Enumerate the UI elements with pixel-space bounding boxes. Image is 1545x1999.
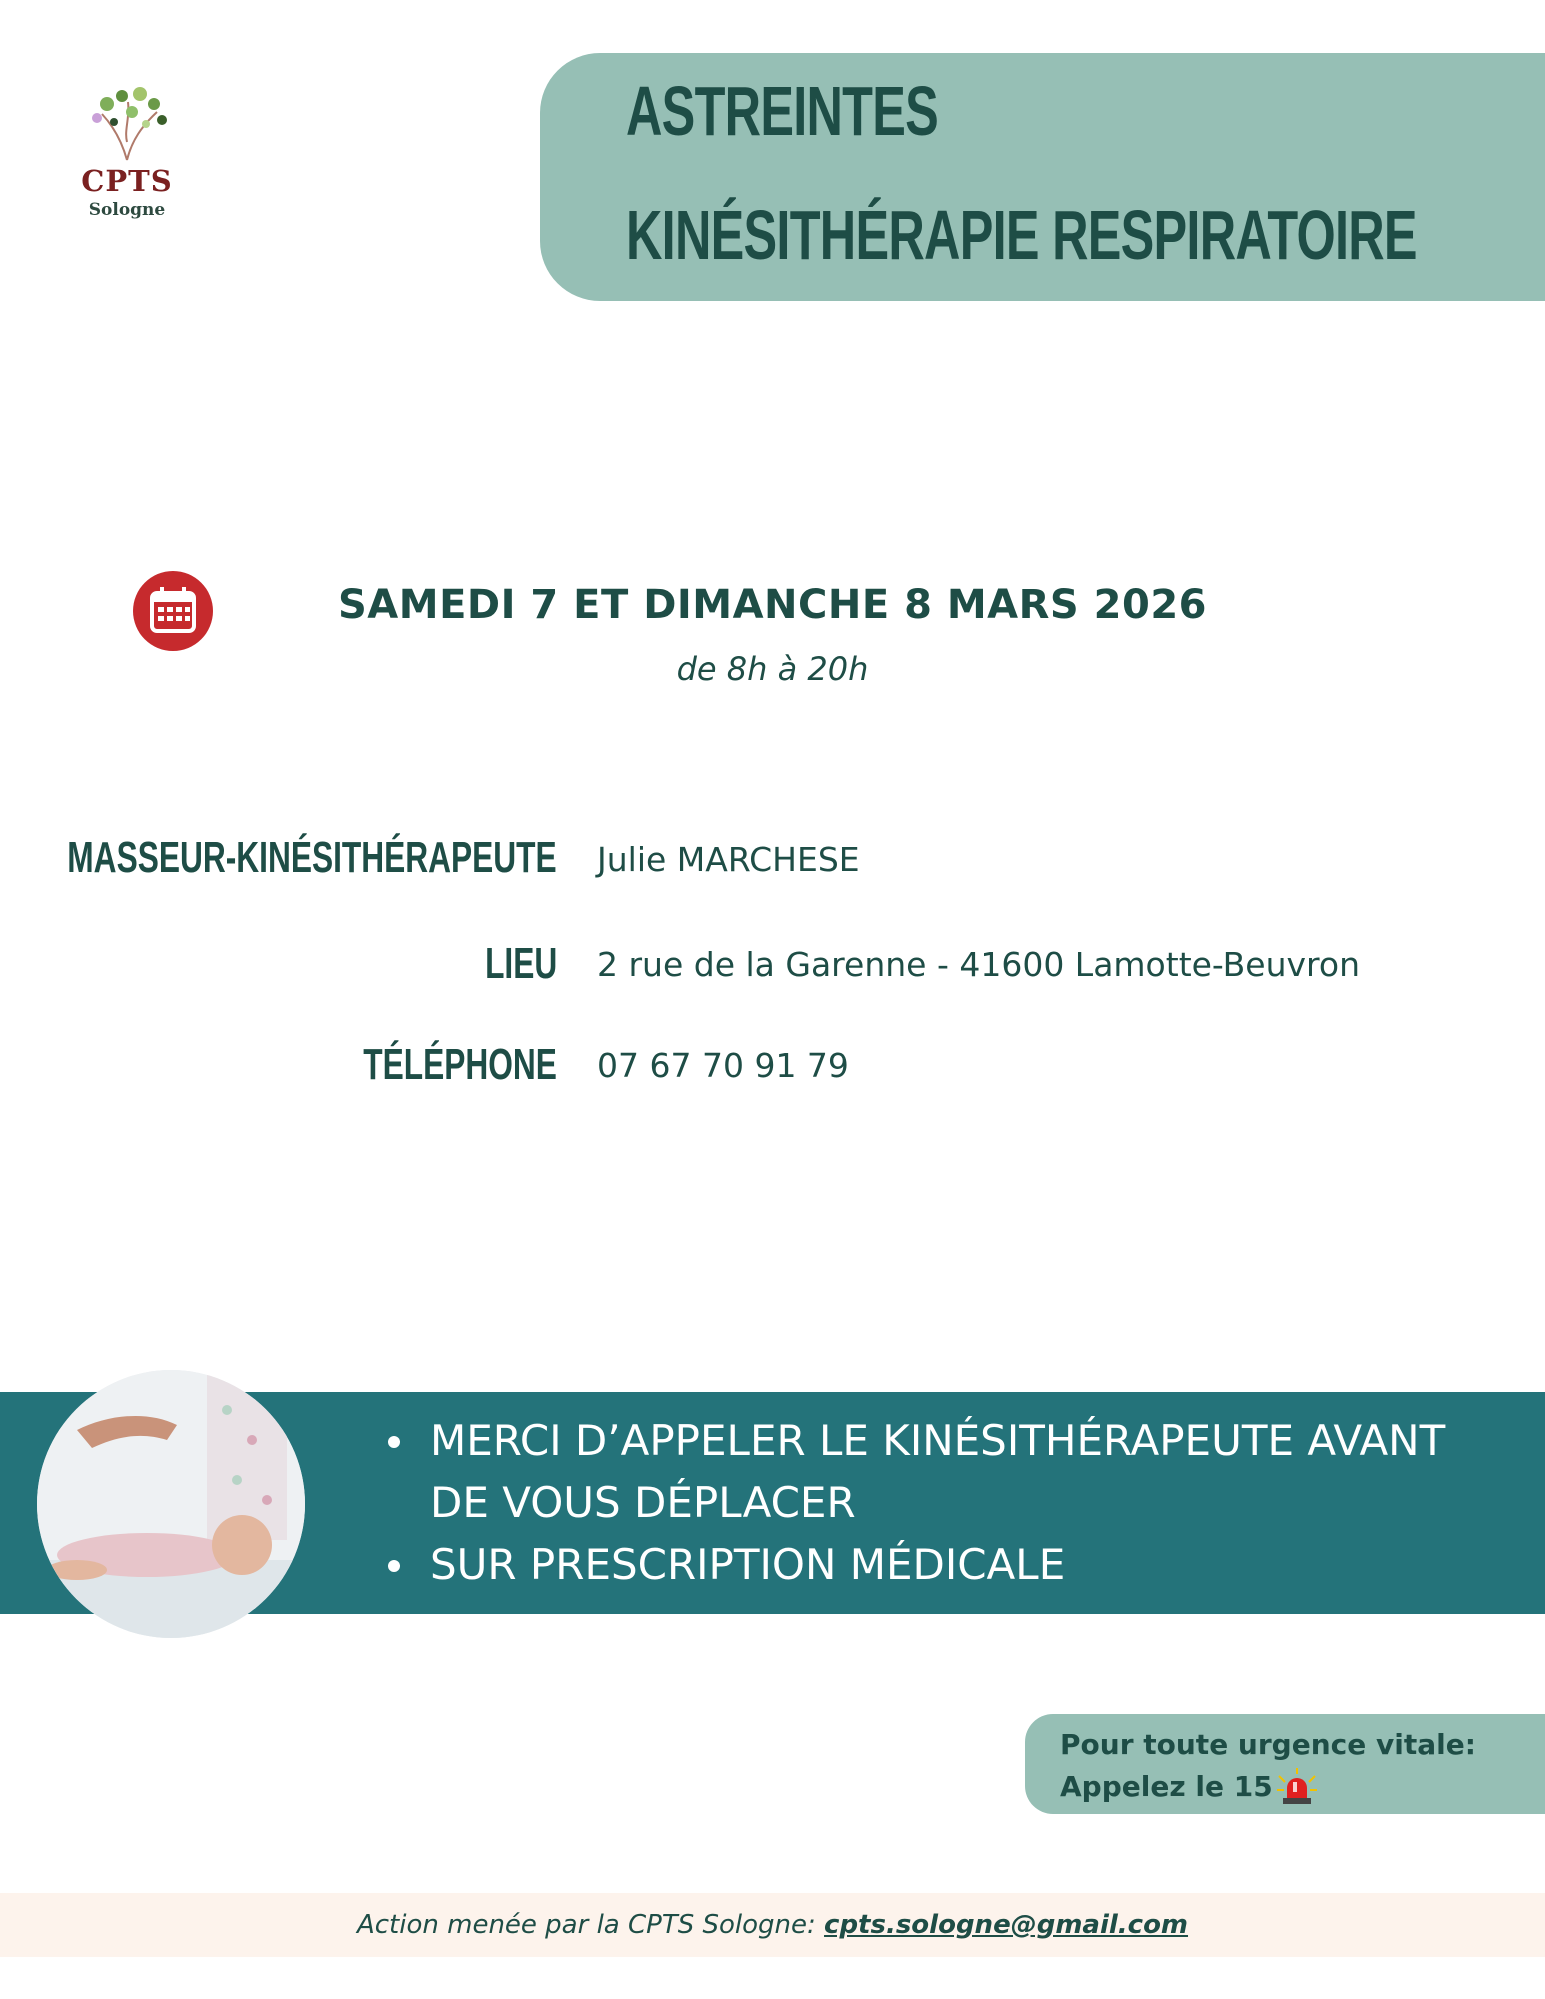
info-value-phone[interactable]: 07 67 70 91 79 bbox=[597, 1046, 849, 1085]
info-value-therapist: Julie MARCHESE bbox=[597, 840, 860, 879]
logo bbox=[62, 82, 192, 232]
header-banner bbox=[540, 53, 1545, 301]
logo-name: CPTS bbox=[81, 164, 173, 198]
list-item: MERCI D’APPELER LE KINÉSITHÉRAPEUTE AVANT DE VOUS DÉPLACER bbox=[380, 1410, 1500, 1534]
footer bbox=[0, 1893, 1545, 1957]
page-title-line2: KINÉSITHÉRAPIE RESPIRATOIRE bbox=[626, 196, 1417, 274]
footer-text: Action menée par la CPTS Sologne: bbox=[356, 1910, 825, 1940]
emergency-line2: Appelez le 15 bbox=[1060, 1770, 1273, 1803]
event-date: SAMEDI 7 ET DIMANCHE 8 MARS 2026 bbox=[338, 582, 1207, 628]
info-label-therapist: MASSEUR-KINÉSITHÉRAPEUTE bbox=[67, 833, 557, 882]
siren-icon bbox=[1275, 1766, 1319, 1806]
emergency-line1: Pour toute urgence vitale: bbox=[1060, 1728, 1476, 1761]
tree-logo-icon bbox=[62, 82, 192, 162]
event-hours: de 8h à 20h bbox=[676, 650, 869, 688]
baby-physio-photo bbox=[37, 1370, 305, 1638]
info-value-location: 2 rue de la Garenne - 41600 Lamotte-Beuvron bbox=[597, 945, 1360, 984]
logo-subtitle: Sologne bbox=[88, 200, 166, 220]
info-label-phone: TÉLÉPHONE bbox=[363, 1040, 557, 1089]
notice-list bbox=[380, 1410, 1500, 1596]
page-title-line1: ASTREINTES bbox=[626, 72, 939, 150]
emergency-box bbox=[1025, 1714, 1545, 1814]
list-item: SUR PRESCRIPTION MÉDICALE bbox=[380, 1534, 1500, 1596]
info-label-location: LIEU bbox=[484, 939, 557, 988]
footer-email-link[interactable]: cpts.sologne@gmail.com bbox=[824, 1910, 1189, 1940]
